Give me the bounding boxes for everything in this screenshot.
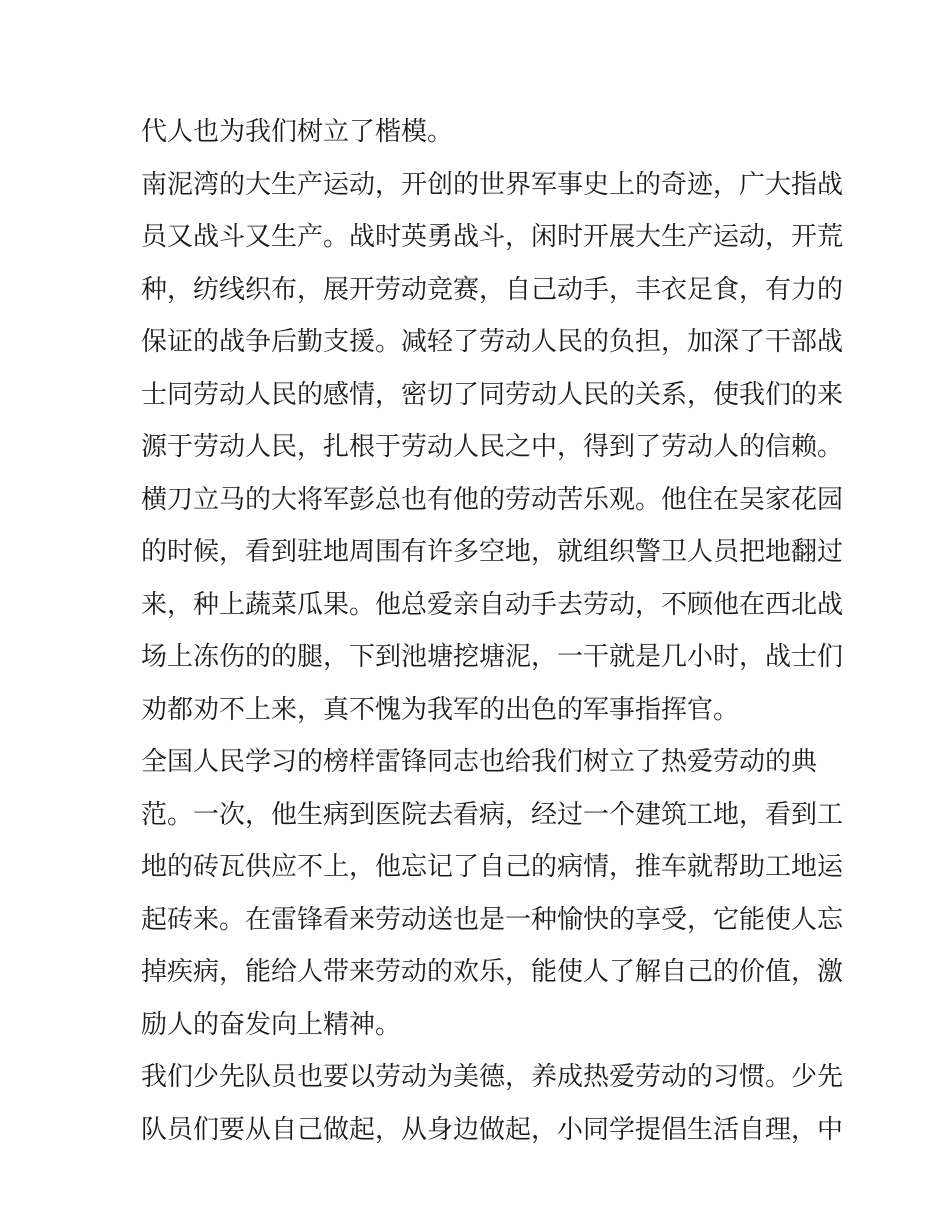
- text-line: 劝都劝不上来，真不愧为我军的出色的军事指挥官。: [141, 694, 740, 725]
- text-line: 场上冻伤的的腿，下到池塘挖塘泥，一干就是几小时，战士们: [141, 642, 844, 672]
- body-text: [141, 106, 844, 1156]
- text-line: 南泥湾的大生产运动，开创的世界军事史上的奇迹，广大指战: [141, 169, 844, 200]
- text-line: 起砖来。在雷锋看来劳动送也是一种愉快的享受，它能使人忘: [141, 904, 844, 935]
- text-line: 来，种上蔬菜瓜果。他总爱亲自动手去劳动，不顾他在西北战: [141, 589, 844, 620]
- text-line: 横刀立马的大将军彭总也有他的劳动苦乐观。他住在吴家花园: [141, 484, 844, 515]
- text-line: 种，纺线织布，展开劳动竞赛，自己动手，丰衣足食，有力的: [141, 274, 844, 305]
- text-line: 掉疾病，能给人带来劳动的欢乐，能使人了解自己的价值，激: [141, 957, 844, 987]
- text-line: 队员们要从自己做起，从身边做起，小同学提倡生活自理，中: [141, 1114, 844, 1145]
- text-line: 范。一次，他生病到医院去看病，经过一个建筑工地，看到工: [141, 799, 844, 830]
- text-line: 的时候，看到驻地周围有许多空地，就组织警卫人员把地翻过: [141, 537, 844, 567]
- text-line: 保证的战争后勤支援。减轻了劳动人民的负担，加深了干部战: [141, 327, 844, 357]
- text-line: 源于劳动人民，扎根于劳动人民之中，得到了劳动人的信赖。: [141, 432, 844, 462]
- text-line: 士同劳动人民的感情，密切了同劳动人民的关系，使我们的来: [141, 379, 844, 410]
- text-line: 代人也为我们树立了楷模。: [141, 117, 454, 147]
- text-line: 全国人民学习的榜样雷锋同志也给我们树立了热爱劳动的典: [141, 747, 818, 777]
- text-line: 员又战斗又生产。战时英勇战斗，闲时开展大生产运动，开荒: [141, 222, 844, 252]
- text-line: 地的砖瓦供应不上，他忘记了自己的病情，推车就帮助工地运: [141, 852, 844, 882]
- text-line: 励人的奋发向上精神。: [141, 1009, 402, 1040]
- text-line: 我们少先队员也要以劳动为美德，养成热爱劳动的习惯。少先: [141, 1062, 844, 1092]
